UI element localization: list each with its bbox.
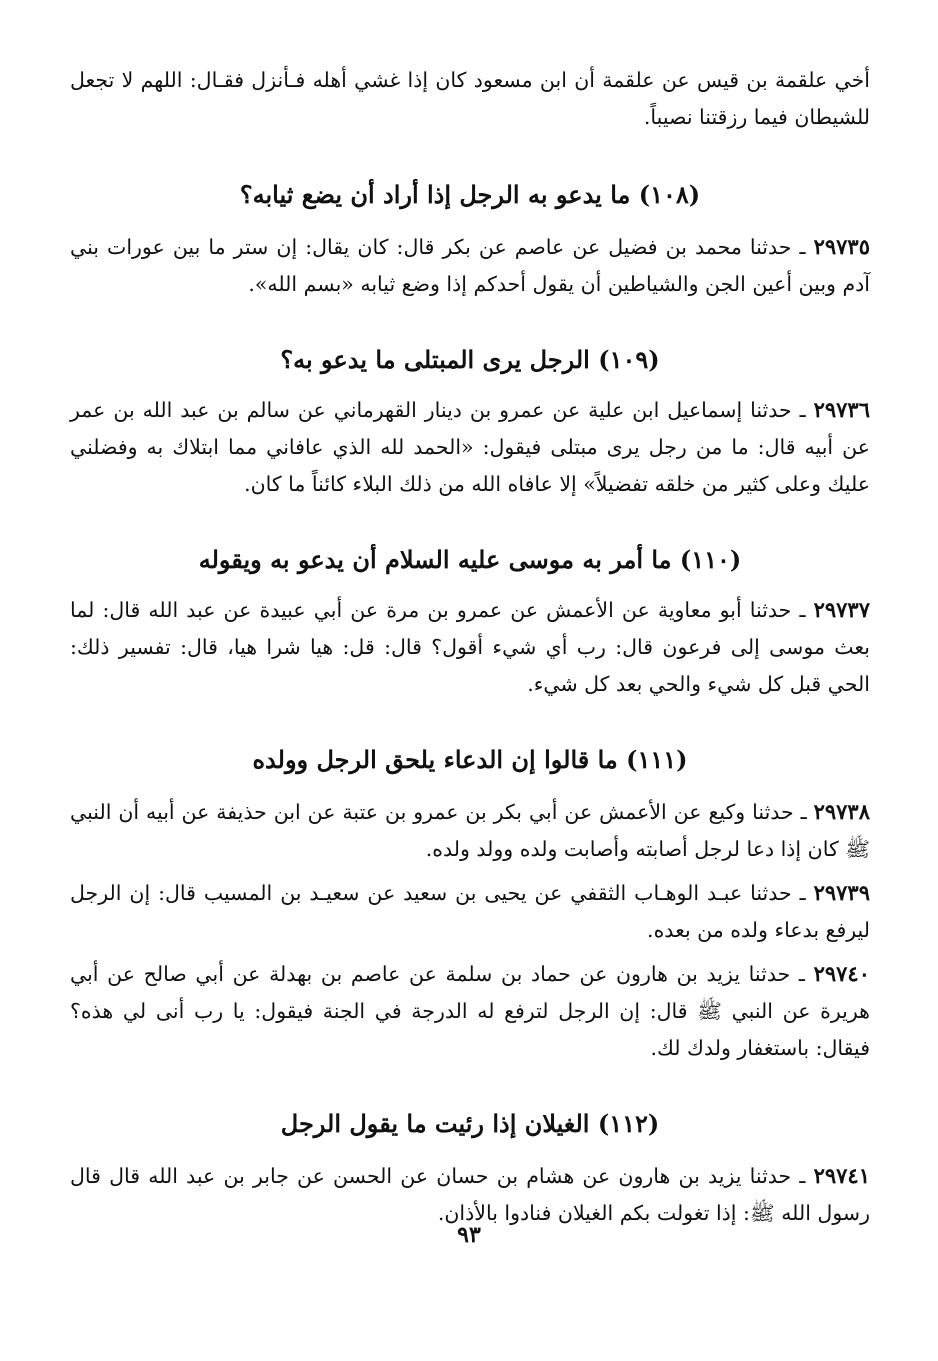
- hadith-entry: [70, 391, 870, 503]
- hadith-entry: [70, 228, 870, 303]
- hadith-number: ٢٩٧٣٩: [813, 880, 870, 905]
- hadith-text: ـ حدثنا محمد بن فضيل عن عاصم عن بكر قال: كان يقال: إن ستر ما بين عورات بني آدم وبين أعين الجن والشياطين أن يقول أحدكم إذا وضع ثيابه «بسم الله».: [70, 235, 870, 296]
- hadith-number: ٢٩٧٣٥: [813, 234, 870, 259]
- opening-paragraph: أخي علقمة بن قيس عن علقمة أن ابن مسعود كان إذا غشي أهله فـأنزل فقـال: اللهم لا تجعل للشيطان فيما رزقتنا نصيباً.: [70, 68, 870, 129]
- section-heading-112: (١١٢) الغيلان إذا رئيت ما يقول الرجل: [280, 1109, 660, 1138]
- page-number: ٩٣: [457, 1222, 481, 1248]
- section-heading-109: (١٠٩) الرجل يرى المبتلى ما يدعو به؟: [280, 345, 660, 374]
- section-heading-111: (١١١) ما قالوا إن الدعاء يلحق الرجل وولده: [252, 745, 688, 774]
- hadith-text: ـ حدثنا أبو معاوية عن الأعمش عن عمرو بن مرة عن أبي عبيدة عن عبد الله قال: لما بعث موسى إلى فرعون قال: رب أي شيء أقول؟ قال: قل: هيا شرا هيا، قال: تفسير ذلك: الحي قبل كل شيء والحي بعد كل شيء.: [70, 598, 870, 696]
- hadith-number: ٢٩٧٣٧: [813, 597, 870, 622]
- page-body: [70, 62, 870, 1232]
- hadith-number: ٢٩٧٤١: [813, 1163, 870, 1188]
- hadith-number: ٢٩٧٣٨: [813, 799, 870, 824]
- hadith-entry: [70, 955, 870, 1067]
- hadith-text: ـ حدثنا وكيع عن الأعمش عن أبي بكر بن عمرو بن عتبة عن ابن حذيفة عن أبيه أن النبي ﷺ كان إذا دعا لرجل أصابته وأصابت ولده وولد ولده.: [70, 800, 870, 861]
- hadith-number: ٢٩٧٣٦: [813, 397, 870, 422]
- hadith-entry: [70, 1157, 870, 1232]
- hadith-number: ٢٩٧٤٠: [813, 961, 870, 986]
- hadith-text: ـ حدثنا إسماعيل ابن علية عن عمرو بن دينار القهرماني عن سالم بن عبد الله بن عمر عن أبيه قال: ما من رجل يرى مبتلى فيقول: «الحمد لله الذي عافاني مما ابتلاك به وفضلني عليك وعلى كثير من خلقه تفضيلاً» إلا عافاه الله من ذلك البلاء كائناً ما كان.: [70, 398, 870, 496]
- hadith-entry: [70, 591, 870, 703]
- hadith-entry: [70, 793, 870, 868]
- hadith-text: ـ حدثنا عبـد الوهـاب الثقفي عن يحيى بن سعيد عن سعيـد بن المسيب قال: إن الرجل ليرفع بدعاء ولده من بعده.: [70, 881, 870, 942]
- hadith-text: ـ حدثنا يزيد بن هارون عن هشام بن حسان عن الحسن عن جابر بن عبد الله قال قال رسول الله ﷺ: إذا تغولت بكم الغيلان فنادوا بالأذان.: [70, 1164, 870, 1225]
- section-heading-108: (١٠٨) ما يدعو به الرجل إذا أراد أن يضع ثيابه؟: [239, 180, 701, 209]
- hadith-entry: [70, 874, 870, 949]
- hadith-text: ـ حدثنا يزيد بن هارون عن حماد بن سلمة عن عاصم بن بهدلة عن أبي صالح عن أبي هريرة عن النبي ﷺ قال: إن الرجل لترفع له الدرجة في الجنة فيقول: يا رب أنى لي هذه؟ فيقال: باستغفار ولدك لك.: [70, 962, 870, 1060]
- section-heading-110: (١١٠) ما أمر به موسى عليه السلام أن يدعو به ويقوله: [198, 545, 742, 574]
